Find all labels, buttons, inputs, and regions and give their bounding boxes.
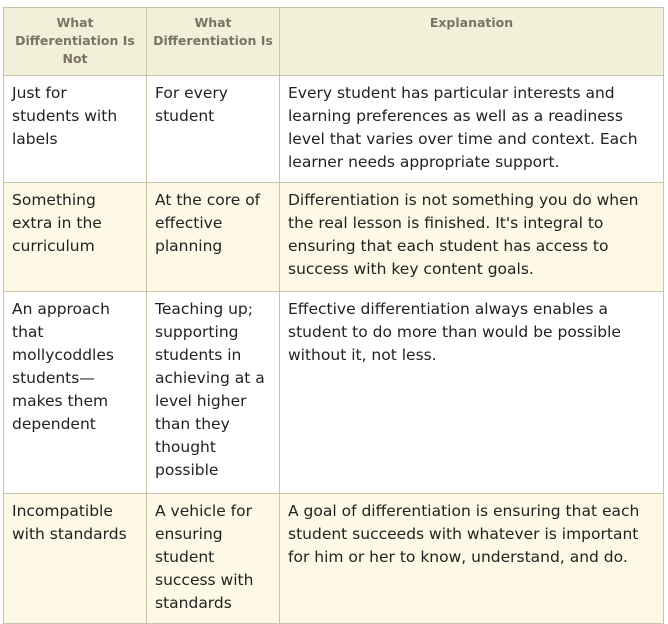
cell-explanation: A goal of differentiation is ensuring that each student succeeds with whatever is important for him or her to know, understand, and do. bbox=[280, 494, 664, 624]
cell-is-not: An approach that mollycoddles students—makes them dependent bbox=[4, 292, 147, 494]
cell-is-not: Something extra in the curriculum bbox=[4, 183, 147, 292]
table-header bbox=[4, 8, 664, 76]
header-what-differentiation-is-not: What Differentiation Is Not bbox=[4, 8, 147, 76]
table-row bbox=[4, 183, 664, 292]
cell-is-not: Just for students with labels bbox=[4, 76, 147, 183]
cell-explanation: Every student has particular interests and learning preferences as well as a readiness level that varies over time and context. Each learner needs appropriate support. bbox=[280, 76, 664, 183]
differentiation-table-container bbox=[3, 7, 663, 624]
cell-is-not: Incompatible with standards bbox=[4, 494, 147, 624]
header-row bbox=[4, 8, 664, 76]
cell-is: At the core of effective planning bbox=[147, 183, 280, 292]
table-row bbox=[4, 292, 664, 494]
header-explanation: Explanation bbox=[280, 8, 664, 76]
cell-is: A vehicle for ensuring student success with standards bbox=[147, 494, 280, 624]
cell-explanation: Effective differentiation always enables a student to do more than would be possible without it, not less. bbox=[280, 292, 664, 494]
table-body bbox=[4, 76, 664, 624]
cell-is: Teaching up; supporting students in achieving at a level higher than they thought possible bbox=[147, 292, 280, 494]
cell-is: For every student bbox=[147, 76, 280, 183]
cell-explanation: Differentiation is not something you do when the real lesson is finished. It's integral to ensuring that each student has access to success with key content goals. bbox=[280, 183, 664, 292]
header-what-differentiation-is: What Differentiation Is bbox=[147, 8, 280, 76]
table-row bbox=[4, 76, 664, 183]
table-row bbox=[4, 494, 664, 624]
differentiation-table bbox=[3, 7, 664, 624]
